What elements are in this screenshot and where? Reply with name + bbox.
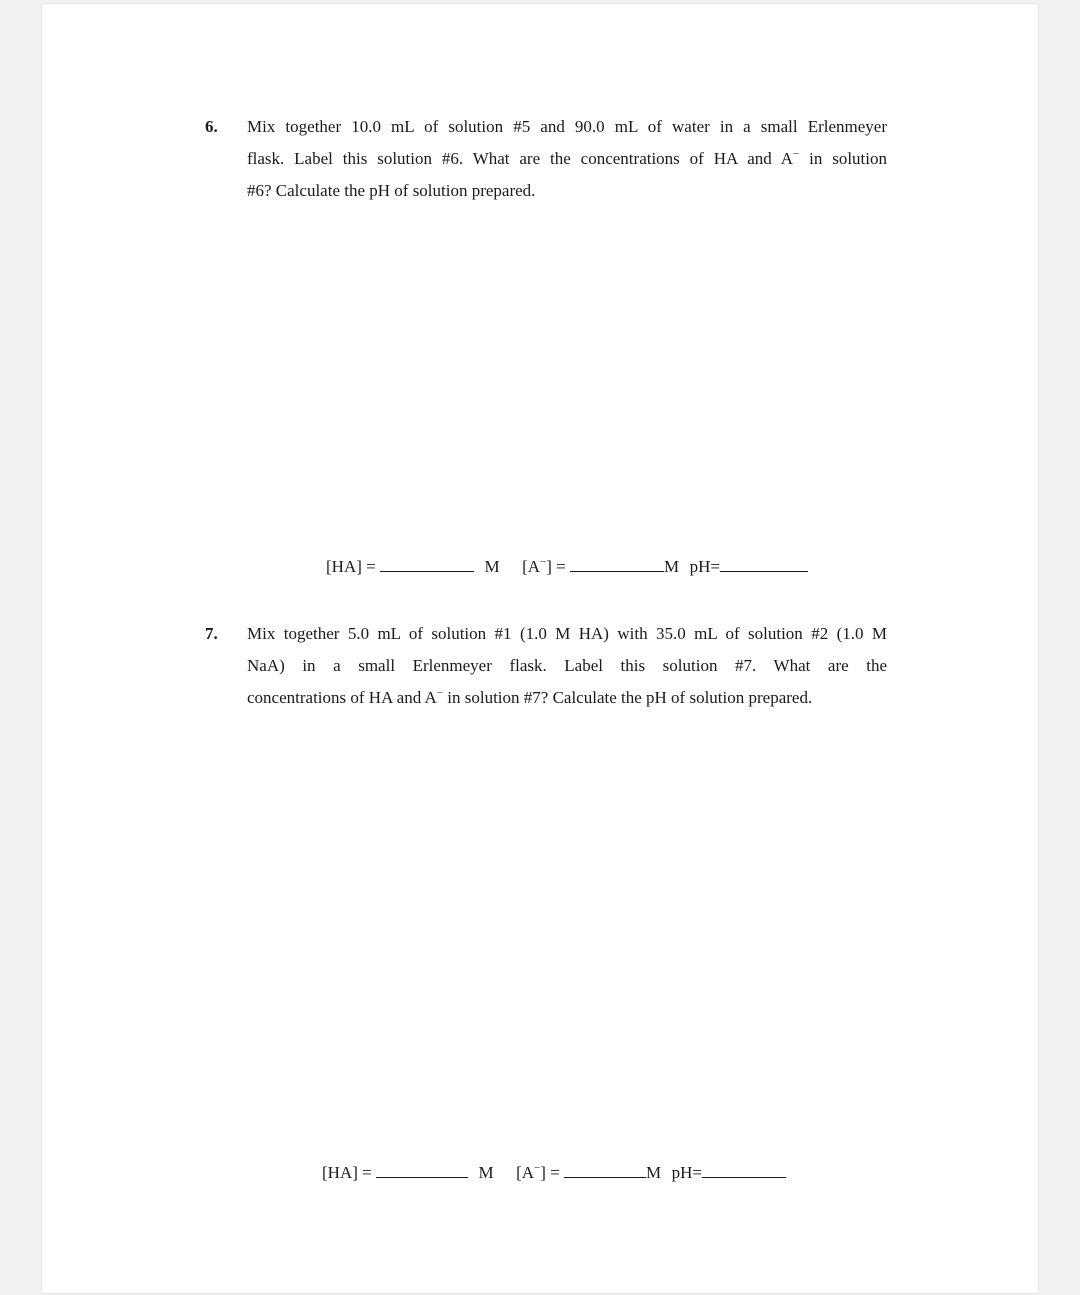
question-text-line: #6? Calculate the pH of solution prepared. xyxy=(247,181,536,200)
a-unit: M xyxy=(646,1163,662,1182)
question-text-line: concentrations of HA and A− in solution #7? Calculate the pH of solution prepared. xyxy=(247,687,813,707)
document-page xyxy=(42,4,1038,1293)
ha-blank[interactable] xyxy=(380,557,474,572)
ph-blank[interactable] xyxy=(720,557,808,572)
ha-label: [HA] = xyxy=(322,1163,372,1182)
a-blank[interactable] xyxy=(570,557,664,572)
answer-line-7 xyxy=(322,1163,786,1183)
ha-unit: M xyxy=(478,1163,494,1182)
ha-unit: M xyxy=(484,557,500,576)
question-text-line: Mix together 10.0 mL of solution #5 and 90.0 mL of water in a small Erlenmeyer xyxy=(247,117,887,136)
question-number: 6. xyxy=(205,117,218,136)
answer-line-6 xyxy=(326,557,808,577)
question-7 xyxy=(205,618,887,714)
question-text-line: NaA) in a small Erlenmeyer flask. Label this solution #7. What are the xyxy=(247,656,887,675)
a-label: [A−] = xyxy=(522,556,566,576)
question-number: 7. xyxy=(205,624,218,643)
ph-label: pH= xyxy=(689,557,721,576)
ha-label: [HA] = xyxy=(326,557,376,576)
question-text-line: flask. Label this solution #6. What are the concentrations of HA and A− in solution xyxy=(247,148,887,168)
question-text-line: Mix together 5.0 mL of solution #1 (1.0 M HA) with 35.0 mL of solution #2 (1.0 M xyxy=(247,624,887,643)
ph-label: pH= xyxy=(671,1163,703,1182)
a-blank[interactable] xyxy=(564,1163,646,1178)
a-label: [A−] = xyxy=(516,1162,560,1182)
ph-blank[interactable] xyxy=(702,1163,786,1178)
a-unit: M xyxy=(664,557,680,576)
question-6 xyxy=(205,111,887,207)
ha-blank[interactable] xyxy=(376,1163,468,1178)
